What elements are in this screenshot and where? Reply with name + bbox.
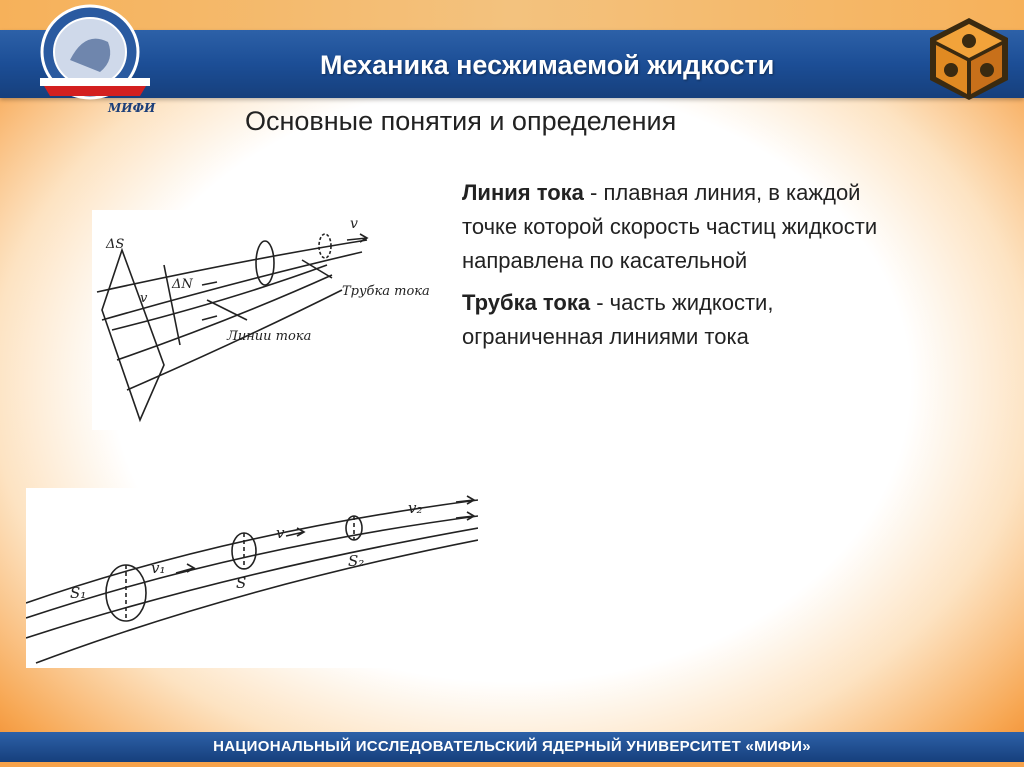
label-v-left: v — [140, 291, 148, 306]
definition-streamline — [462, 176, 902, 278]
cube-logo-icon — [926, 14, 1012, 102]
logo-text: МИФИ — [108, 101, 156, 115]
label-stream-tube: Трубка тока — [342, 284, 430, 299]
university-logo-icon — [30, 0, 170, 120]
label-v1: v₁ — [151, 559, 166, 577]
label-delta-n: ΔN — [172, 277, 193, 292]
stream-tube-figure — [26, 488, 478, 668]
streamlines-figure — [92, 210, 432, 430]
label-delta-s: ΔS — [106, 237, 125, 252]
label-stream-lines: Линии тока — [227, 329, 312, 344]
area-element-delta-s — [102, 250, 164, 420]
definition-stream-tube — [462, 286, 902, 354]
term-stream-tube: Трубка тока — [462, 290, 591, 315]
label-v2: v₂ — [408, 499, 423, 517]
text-streamline: - плавная линия, в каждой точке которой скорость частиц жидкости направлена по касательной — [462, 180, 878, 273]
label-v-top: v — [350, 216, 358, 232]
page-title: Механика несжимаемой жидкости — [320, 50, 775, 80]
definitions-block — [462, 176, 902, 362]
footer-university-name: НАЦИОНАЛЬНЫЙ ИССЛЕДОВАТЕЛЬСКИЙ ЯДЕРНЫЙ УНИВЕРСИТЕТ «МИФИ» — [213, 738, 811, 755]
label-s2: S₂ — [348, 552, 365, 570]
text-stream-tube: - часть жидкости, ограниченная линиями тока — [462, 290, 774, 349]
label-v: v — [276, 524, 285, 542]
label-s: S — [236, 574, 247, 592]
label-s1: S₁ — [70, 584, 87, 602]
bottom-strip — [0, 762, 1024, 767]
term-streamline: Линия тока — [462, 180, 584, 205]
section-subtitle: Основные понятия и определения — [245, 106, 677, 136]
